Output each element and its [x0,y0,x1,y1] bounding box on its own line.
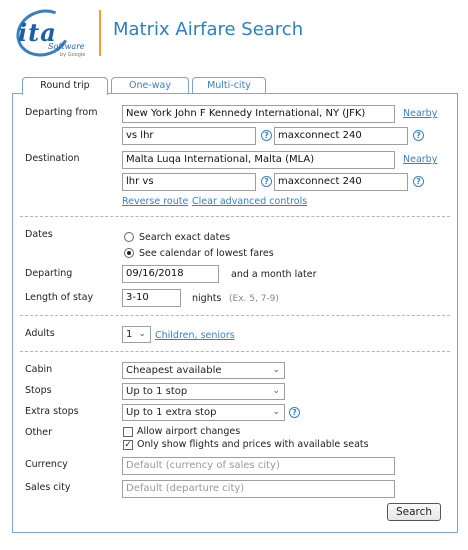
currency-input[interactable]: Default (currency of sales city) [122,457,395,475]
departing-extension-codes-input[interactable]: maxconnect 240 [274,127,408,145]
sales-city-label: Sales city [25,482,71,493]
page-title: Matrix Airfare Search [113,19,304,40]
search-button[interactable]: Search [387,503,441,521]
departing-date-input[interactable]: 09/16/2018 [122,265,219,283]
adults-label: Adults [25,328,55,339]
clear-advanced-controls-link[interactable]: Clear advanced controls [192,196,308,207]
routing-help-icon[interactable]: ? [261,130,272,141]
exact-dates-label: Search exact dates [139,232,231,243]
departing-from-label: Departing from [25,107,98,118]
tab-one-way[interactable]: One-way [111,77,189,94]
calendar-fares-label: See calendar of lowest fares [139,248,274,259]
allow-airport-changes-checkbox[interactable] [123,427,133,437]
departing-routing-codes-input[interactable]: vs lhr [122,127,256,145]
dates-label: Dates [25,229,53,240]
departing-from-input[interactable]: New York John F Kennedy International, NY (JFK) [122,105,395,123]
destination-extension-codes-input[interactable]: maxconnect 240 [274,173,408,191]
available-seats-checkbox[interactable]: ✓ [124,440,132,450]
adults-select-value: 1 [126,329,133,340]
destination-routing-codes-input[interactable]: lhr vs [122,173,256,191]
available-seats-label: Only show flights and prices with available seats [137,439,369,450]
children-seniors-link[interactable]: Children, seniors [155,330,235,341]
extension-help-icon[interactable]: ? [413,176,424,187]
extra-stops-select[interactable] [122,404,285,421]
departing-date-label: Departing [25,268,73,279]
routing-help-icon[interactable]: ? [261,176,272,187]
length-of-stay-input[interactable]: 3-10 [122,289,181,307]
stops-select[interactable] [122,383,285,400]
stops-select-value: Up to 1 stop [126,386,188,397]
destination-input[interactable]: Malta Luqa International, Malta (MLA) [122,151,395,169]
cabin-select[interactable] [122,362,285,379]
extra-stops-label: Extra stops [25,406,79,417]
header-divider [99,10,101,56]
logo-word: ita [18,18,57,47]
tab-multi-city[interactable]: Multi-city [192,77,266,94]
chevron-down-icon: ⌄ [272,365,280,375]
logo-by-google: by Google [60,52,86,58]
section-divider [20,351,450,352]
tab-round-trip[interactable]: Round trip [22,77,108,95]
cabin-label: Cabin [25,364,53,375]
chevron-down-icon: ⌄ [272,386,280,396]
stops-label: Stops [25,385,52,396]
other-label: Other [25,427,52,438]
chevron-down-icon: ⌄ [272,407,280,417]
chevron-down-icon: ⌄ [138,329,146,339]
logo-software: Software [48,42,85,51]
nights-label: nights [192,293,222,304]
stay-hint: (Ex. 5, 7-9) [229,294,279,304]
length-of-stay-label: Length of stay [25,292,94,303]
departing-nearby-link[interactable]: Nearby [403,108,438,119]
cabin-select-value: Cheapest available [126,365,222,376]
calendar-fares-radio[interactable] [124,248,134,258]
departing-date-suffix: and a month later [231,269,317,280]
extension-help-icon[interactable]: ? [413,130,424,141]
destination-label: Destination [25,153,80,164]
section-divider [20,216,450,217]
adults-select[interactable] [122,326,151,343]
extra-stops-help-icon[interactable]: ? [289,407,300,418]
reverse-route-link[interactable]: Reverse route [122,196,189,207]
extra-stops-select-value: Up to 1 extra stop [126,407,217,418]
currency-label: Currency [25,459,68,470]
section-divider [20,315,450,316]
ita-software-logo [12,8,92,60]
exact-dates-radio[interactable] [124,232,134,242]
destination-nearby-link[interactable]: Nearby [403,154,438,165]
allow-airport-changes-label: Allow airport changes [137,426,241,437]
sales-city-input[interactable]: Default (departure city) [122,480,395,498]
